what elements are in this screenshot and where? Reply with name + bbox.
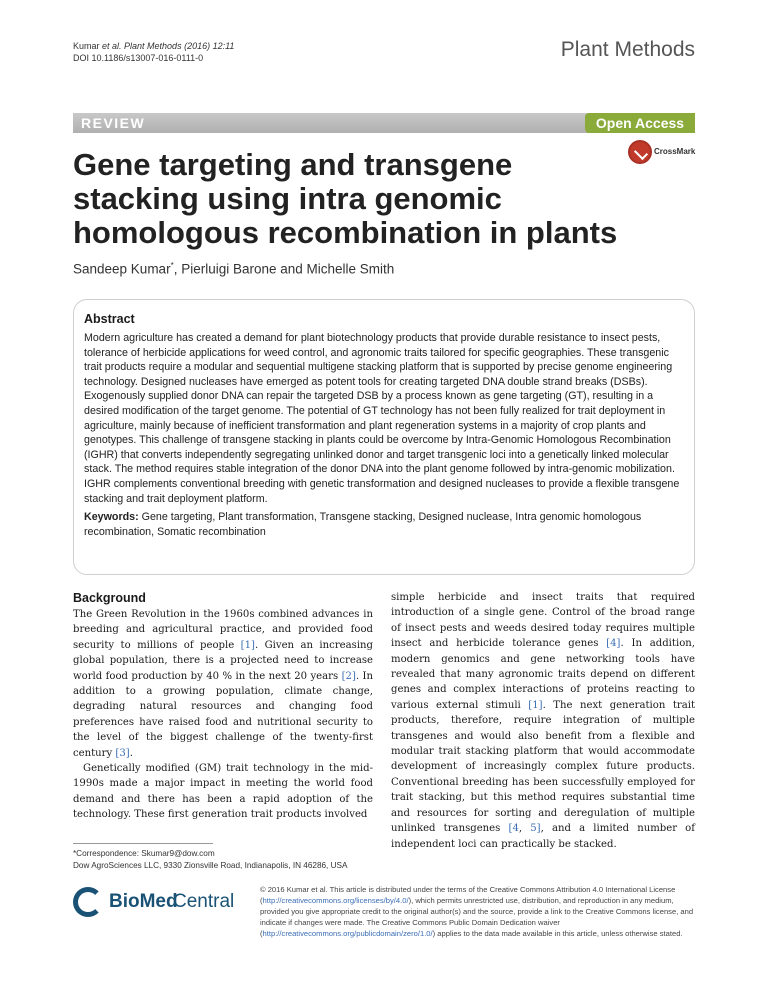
cite-etal: et al. <box>102 41 122 51</box>
reference-link[interactable]: 5] <box>530 823 541 835</box>
correspondence-address: Dow AgroSciences LLC, 9330 Zionsville Road, Indianapolis, IN 46286, USA <box>73 861 348 870</box>
keywords <box>84 510 684 539</box>
body-column-right <box>391 590 695 852</box>
reference-link[interactable]: [3] <box>115 747 130 759</box>
article-title: Gene targeting and transgene stacking using intra genomic homologous recombination in plants <box>73 147 618 250</box>
reference-link[interactable]: [2] <box>341 670 356 682</box>
abstract-text: Modern agriculture has created a demand for plant biotechnology products that provide durable resistance to insect pests, tolerance of herbicide applications for weed control, and agronomic traits tailored for specific geographies. These transgenic trait products require a modular and sequential multigene stacking platform that is supported by precise genome engineering technology. Designed nucleases have emerged as potent tools for creating targeted DNA double strand breaks (DSBs). Exogenously supplied donor DNA can repair the targeted DSB by a process known as gene targeting (GT), resulting in a desired modification of the target genome. The potential of GT technology has not been fully realized for trait deployment in agriculture, mainly because of inefficient transformation and plant regeneration systems in a majority of crop plants and genotypes. This challenge of transgene stacking in plants could be overcome by Intra-Genomic Homologous Recombination (IGHR) that converts independently segregating unlinked donor and target transgenic loci into a genetically linked molecular stack. The method requires stable integration of the donor DNA into the plant genome followed by intra-genomic mobilization. IGHR complements conventional breeding with genetic transformation and designed nucleases to provide a flexible transgene stacking and trait deployment platform. <box>84 332 680 505</box>
reference-link[interactable]: [4 <box>508 823 519 835</box>
correspondence-email[interactable]: *Correspondence: Skumar9@dow.com <box>73 849 215 858</box>
journal-name: Plant Methods <box>560 38 695 61</box>
crossmark-label: CrossMark <box>654 147 696 156</box>
public-domain-link[interactable]: http://creativecommons.org/publicdomain/zero/1.0/ <box>262 929 433 938</box>
paragraph: Genetically modified (GM) trait technology in the mid-1990s made a major impact in meeting the world food demand and there has been a rapid adoption of the technology. These first generation trait products involved <box>73 763 373 821</box>
cite-authors: Kumar <box>73 41 103 51</box>
paragraph: The Green Revolution in the 1960s combined advances in breeding and agricultural practice, and provided food security to millions of people [1]. Given an increasing global population, there is a projected need to increase world food production by 40 % in the next 20 years [2]. In addition to a growing population, climate change, degrading natural resources and changing food preferences have raised food and nutritional security to the level of the biggest challenge of the twenty-first century [3]. <box>73 609 374 759</box>
article-type-band <box>73 113 695 133</box>
license-text: © 2016 Kumar et al. This article is distributed under the terms of the Creative Commons Attribution 4.0 International License (http://creativecommons.org/licenses/by/4.0/), which permits unrestricted use, distribution, and reproduction in any medium, provided you give appropriate credit to the original author(s) and the source, provide a link to the Creative Commons license, and indicate if changes were made. The Creative Commons Public Domain Dedication waiver (http://creativecommons.org/publicdomain/zero/1.0/) applies to the data made available in this article, unless otherwise stated. <box>260 885 694 938</box>
logo-text-regular: Central <box>173 891 235 912</box>
citation-header <box>73 40 234 64</box>
keywords-list: Gene targeting, Plant transformation, Transgene stacking, Designed nuclease, Intra genomic homologous recombination, Somatic recombination <box>84 511 642 538</box>
correspondence-note <box>73 848 373 872</box>
article-type-label: REVIEW <box>81 115 146 131</box>
open-access-badge: Open Access <box>585 113 695 133</box>
reference-link[interactable]: [1] <box>240 639 255 651</box>
author-list <box>73 261 394 277</box>
author-name: Sandeep Kumar <box>73 261 171 277</box>
author-names-rest: , Pierluigi Barone and Michelle Smith <box>173 261 395 277</box>
crossmark-button[interactable] <box>628 140 698 166</box>
abstract-heading: Abstract <box>84 312 135 326</box>
biomed-central-arc-icon <box>73 887 103 917</box>
cite-journal-ref: Plant Methods (2016) 12:11 <box>121 41 235 51</box>
doi: DOI 10.1186/s13007-016-0111-0 <box>73 53 204 63</box>
footnote-divider <box>73 843 213 844</box>
keywords-label: Keywords: <box>84 511 139 524</box>
corresponding-mark[interactable]: * <box>170 261 174 270</box>
license-link[interactable]: http://creativecommons.org/licenses/by/4.0/ <box>262 896 409 905</box>
reference-link[interactable]: [1] <box>528 699 543 711</box>
body-column-left <box>73 590 373 823</box>
section-heading: Background <box>73 591 146 605</box>
logo-text-bold: BioMed <box>109 891 178 912</box>
biomed-central-logo <box>73 885 235 919</box>
paragraph: simple herbicide and insect traits that required introduction of a single gene. Control of the broad range of insect pests and weeds desired today requires multiple insect and herbicide tolerance genes [4]. In addition, modern genomics and gene networking tools have revealed that many agronomic traits depend on different genes and complex interactions of proteins reacting to various external stimuli [1]. The next generation trait products, therefore, require integration of multiple transgenes and would also benefit from a flexible and modular trait stacking platform that would accommodate development of increasingly complex future products. Conventional breeding has been successfully employed for trait stacking, but this method requires substantial time and resources for sorting and deregulation of multiple unlinked transgenes [4, 5], and a limited number of independent loci can practically be stacked. <box>391 592 695 850</box>
abstract-box <box>73 299 695 575</box>
reference-link[interactable]: [4] <box>606 638 621 650</box>
